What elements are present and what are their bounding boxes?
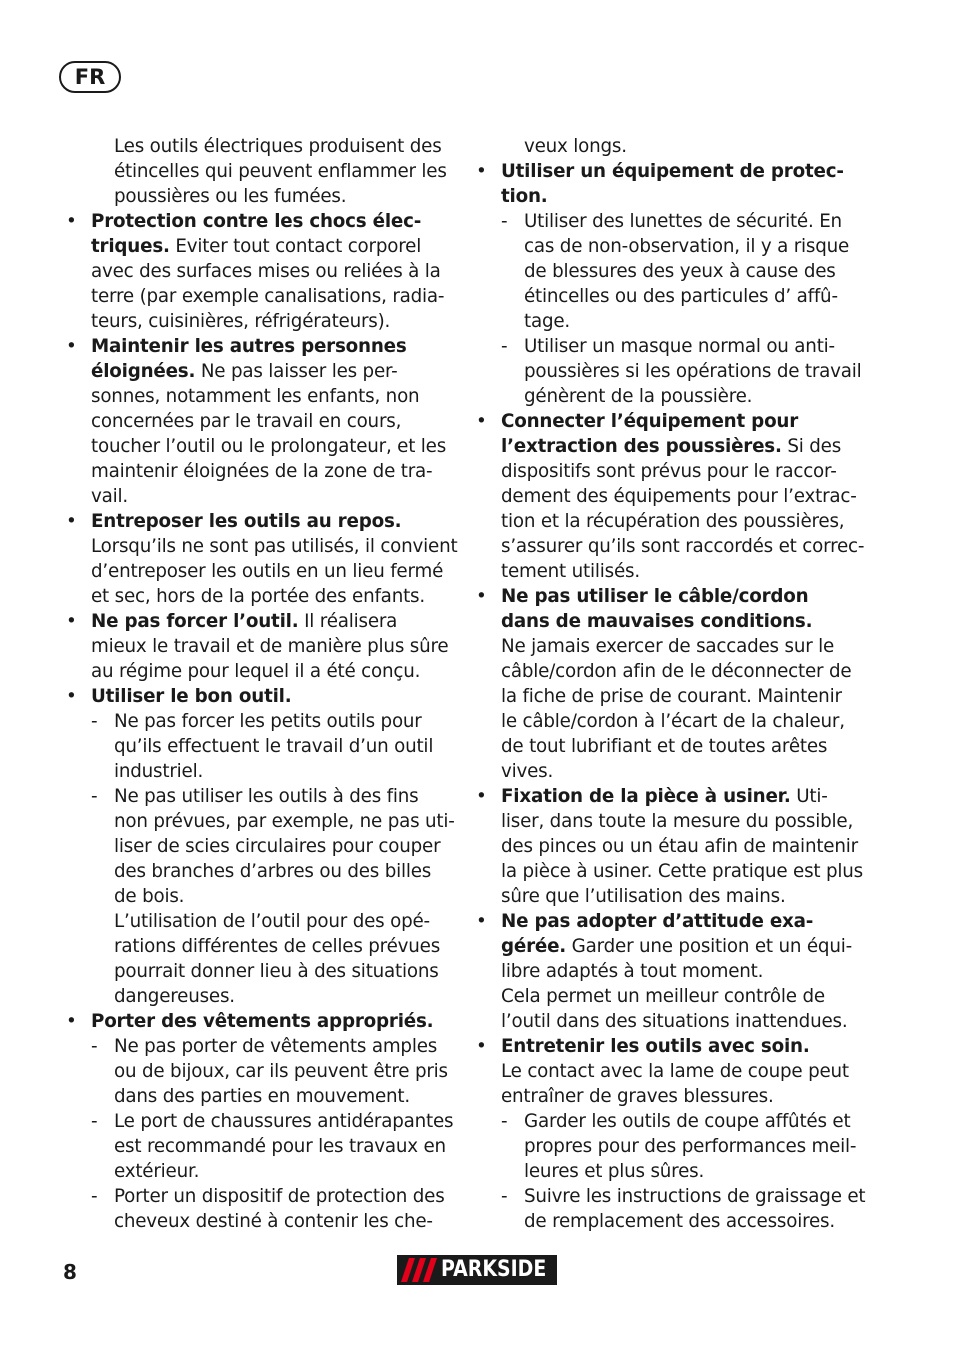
bold-heading: Utiliser un équipement de protec- — [501, 161, 844, 182]
text-line — [66, 759, 454, 784]
text-line — [66, 659, 454, 684]
line-text: maintenir éloignées de la zone de tra- — [91, 461, 433, 482]
line-text: liser de scies circulaires pour couper — [114, 836, 441, 857]
line-text: sûre que l’utilisation des mains. — [501, 886, 786, 907]
line-text: la pièce à usiner. Cette pratique est plus — [501, 861, 863, 882]
text-line — [476, 1134, 866, 1159]
text-line — [476, 134, 866, 159]
line-text: liser, dans toute la mesure du possible, — [501, 811, 854, 832]
dash-line — [476, 1184, 866, 1209]
text-line — [476, 434, 866, 459]
line-text: Il réalisera — [298, 611, 398, 632]
bold-heading: Maintenir les autres personnes — [91, 336, 407, 357]
text-line — [66, 534, 458, 559]
line-text: extérieur. — [114, 1161, 200, 1182]
line-text: est recommandé pour les travaux en — [114, 1136, 446, 1157]
text-line — [476, 759, 866, 784]
line-text: de remplacement des accessoires. — [524, 1211, 835, 1232]
line-text: veux longs. — [524, 136, 627, 157]
line-text: terre (par exemple canalisations, radia- — [91, 286, 445, 307]
line-text: Utiliser un masque normal ou anti- — [524, 336, 835, 357]
text-line — [476, 284, 866, 309]
bullet-line — [66, 609, 454, 634]
text-line — [476, 884, 866, 909]
line-text: rations différentes de celles prévues — [114, 936, 441, 957]
line-text: et sec, hors de la portée des enfants. — [91, 586, 425, 607]
text-line — [66, 1159, 454, 1184]
line-text: étincelles qui peuvent enflammer les — [114, 161, 447, 182]
bold-heading: dans de mauvaises conditions. — [501, 611, 813, 632]
line-text: génèrent de la poussière. — [524, 386, 753, 407]
text-line — [476, 234, 866, 259]
bold-heading: Porter des vêtements appropriés. — [91, 1011, 434, 1032]
text-line — [476, 859, 866, 884]
text-line — [476, 259, 866, 284]
bullet-line — [66, 684, 454, 709]
text-line — [476, 184, 866, 209]
text-line — [66, 134, 454, 159]
text-line — [66, 884, 454, 909]
bold-heading: Ne pas utiliser le câble/cordon — [501, 586, 809, 607]
line-text: cheveux destiné à contenir les che- — [114, 1211, 433, 1232]
bullet-line — [476, 784, 866, 809]
brand-logo — [397, 1255, 557, 1285]
bullet-line — [476, 1034, 866, 1059]
text-line — [66, 159, 454, 184]
text-line — [66, 484, 454, 509]
bold-heading: triques. — [91, 236, 170, 257]
text-line — [66, 959, 454, 984]
text-line — [476, 684, 866, 709]
line-text: Lorsqu’ils ne sont pas utilisés, il convient — [91, 536, 458, 557]
line-text: s’assurer qu’ils sont raccordés et correc- — [501, 536, 865, 557]
line-text: avec des surfaces mises ou reliées à la — [91, 261, 441, 282]
line-text: ou de bijoux, car ils peuvent être pris — [114, 1061, 448, 1082]
line-text: des branches d’arbres ou des billes — [114, 861, 432, 882]
line-text: entraîner de graves blessures. — [501, 1086, 774, 1107]
line-text: Le contact avec la lame de coupe peut — [501, 1061, 849, 1082]
logo-stripes-icon — [401, 1258, 439, 1282]
text-line — [476, 1084, 866, 1109]
bold-heading: tion. — [501, 186, 548, 207]
line-text: tion et la récupération des poussières, — [501, 511, 845, 532]
text-line — [66, 309, 454, 334]
text-line — [66, 809, 454, 834]
bold-heading: Entretenir les outils avec soin. — [501, 1036, 810, 1057]
text-line — [66, 409, 454, 434]
line-text: dangereuses. — [114, 986, 235, 1007]
text-line — [66, 359, 454, 384]
dash-line — [476, 1109, 866, 1134]
line-text: d’entreposer les outils en un lieu fermé — [91, 561, 444, 582]
text-line — [476, 984, 866, 1009]
line-text: de bois. — [114, 886, 185, 907]
line-text: poussières ou les fumées. — [114, 186, 347, 207]
line-text: Suivre les instructions de graissage et — [524, 1186, 866, 1207]
line-text: Utiliser des lunettes de sécurité. En — [524, 211, 842, 232]
line-text: pourrait donner lieu à des situations — [114, 961, 439, 982]
text-line — [66, 259, 454, 284]
dash-line — [66, 1184, 454, 1209]
line-text: qu’ils effectuent le travail d’un outil — [114, 736, 434, 757]
text-line — [66, 1059, 454, 1084]
line-text: L’utilisation de l’outil pour des opé- — [114, 911, 430, 932]
text-line — [476, 1159, 866, 1184]
line-text: mieux le travail et de manière plus sûre — [91, 636, 449, 657]
line-text: Cela permet un meilleur contrôle de — [501, 986, 825, 1007]
bold-heading: l’extraction des poussières. — [501, 436, 782, 457]
line-text: poussières si les opérations de travail — [524, 361, 862, 382]
text-line — [476, 509, 866, 534]
line-text: leures et plus sûres. — [524, 1161, 705, 1182]
bold-heading: Ne pas forcer l’outil. — [91, 611, 299, 632]
text-line — [66, 434, 454, 459]
line-text: Ne pas forcer les petits outils pour — [114, 711, 422, 732]
line-text: Garder une position et un équi- — [566, 936, 852, 957]
text-line — [66, 1209, 454, 1234]
text-line — [476, 734, 866, 759]
line-text: tement utilisés. — [501, 561, 640, 582]
line-text: sonnes, notamment les enfants, non — [91, 386, 420, 407]
line-text: Ne pas utiliser les outils à des fins — [114, 786, 419, 807]
text-line — [66, 284, 454, 309]
text-line — [476, 359, 866, 384]
bullet-line — [476, 159, 866, 184]
dash-line — [66, 784, 454, 809]
line-text: vail. — [91, 486, 128, 507]
text-line — [476, 1009, 866, 1034]
line-text: dans des parties en mouvement. — [114, 1086, 410, 1107]
line-text: dispositifs sont prévus pour le raccor- — [501, 461, 837, 482]
page-number: 8 — [63, 1260, 77, 1284]
text-line — [476, 1209, 866, 1234]
text-line — [476, 809, 866, 834]
line-text: Ne pas porter de vêtements amples — [114, 1036, 438, 1057]
text-line — [66, 734, 454, 759]
text-line — [476, 959, 866, 984]
text-line — [66, 559, 454, 584]
text-line — [476, 634, 866, 659]
line-text: le câble/cordon à l’écart de la chaleur, — [501, 711, 845, 732]
text-line — [476, 834, 866, 859]
dash-line — [66, 1034, 454, 1059]
bullet-line — [476, 409, 866, 434]
line-text: propres pour des performances meil- — [524, 1136, 857, 1157]
line-text: l’outil dans des situations inattendues. — [501, 1011, 848, 1032]
text-line — [66, 459, 454, 484]
bold-heading: Protection contre les chocs élec- — [91, 211, 422, 232]
left-column — [66, 134, 458, 1234]
bullet-line — [66, 509, 454, 534]
line-text: Porter un dispositif de protection des — [114, 1186, 445, 1207]
text-line — [476, 659, 866, 684]
line-text: la fiche de prise de courant. Maintenir — [501, 686, 842, 707]
text-line — [66, 384, 454, 409]
bullet-line — [66, 209, 454, 234]
line-text: étincelles ou des particules d’ affû- — [524, 286, 838, 307]
line-text: tage. — [524, 311, 571, 332]
line-text: cas de non-observation, il y a risque — [524, 236, 850, 257]
text-line — [476, 534, 866, 559]
line-text: de blessures des yeux à cause des — [524, 261, 836, 282]
bullet-line — [66, 1009, 454, 1034]
text-line — [476, 309, 866, 334]
bullet-line — [476, 584, 866, 609]
line-text: non prévues, par exemple, ne pas uti- — [114, 811, 455, 832]
line-text: des pinces ou un étau afin de maintenir — [501, 836, 858, 857]
text-line — [476, 384, 866, 409]
bold-heading: Fixation de la pièce à usiner. — [501, 786, 791, 807]
text-line — [476, 709, 866, 734]
text-line — [476, 934, 866, 959]
text-line — [476, 609, 866, 634]
text-line — [66, 909, 454, 934]
bullet-line — [66, 334, 454, 359]
bold-heading: gérée. — [501, 936, 567, 957]
text-line — [66, 634, 454, 659]
line-text: toucher l’outil ou le prolongateur, et les — [91, 436, 447, 457]
bold-heading: Ne pas adopter d’attitude exa- — [501, 911, 814, 932]
line-text: Ne pas laisser les per- — [195, 361, 398, 382]
text-line — [66, 584, 454, 609]
dash-line — [476, 209, 866, 234]
line-text: Garder les outils de coupe affûtés et — [524, 1111, 851, 1132]
text-line — [476, 559, 866, 584]
line-text: Les outils électriques produisent des — [114, 136, 442, 157]
bold-heading: Entreposer les outils au repos. — [91, 511, 402, 532]
line-text: au régime pour lequel il a été conçu. — [91, 661, 421, 682]
dash-line — [66, 1109, 454, 1134]
text-line — [476, 484, 866, 509]
right-column — [476, 134, 866, 1234]
bold-heading: éloignées. — [91, 361, 196, 382]
text-line — [66, 184, 454, 209]
text-line — [66, 984, 454, 1009]
bullet-line — [476, 909, 866, 934]
line-text: vives. — [501, 761, 554, 782]
line-text: de tout lubrifiant et de toutes arêtes — [501, 736, 828, 757]
bold-heading: Utiliser le bon outil. — [91, 686, 292, 707]
line-text: câble/cordon afin de le déconnecter de — [501, 661, 852, 682]
line-text: Eviter tout contact corporel — [169, 236, 422, 257]
line-text: Uti- — [790, 786, 828, 807]
text-line — [476, 459, 866, 484]
line-text: Le port de chaussures antidérapantes — [114, 1111, 454, 1132]
text-line — [66, 834, 454, 859]
text-line — [476, 1059, 866, 1084]
line-text: Ne jamais exercer de saccades sur le — [501, 636, 835, 657]
text-line — [66, 934, 454, 959]
line-text: concernées par le travail en cours, — [91, 411, 402, 432]
brand-name: PARKSIDE — [441, 1257, 547, 1282]
text-line — [66, 1084, 454, 1109]
bold-heading: Connecter l’équipement pour — [501, 411, 799, 432]
line-text: teurs, cuisinières, réfrigérateurs). — [91, 311, 391, 332]
dash-line — [476, 334, 866, 359]
line-text: dement des équipements pour l’extrac- — [501, 486, 857, 507]
dash-line — [66, 709, 454, 734]
line-text: libre adaptés à tout moment. — [501, 961, 764, 982]
text-line — [66, 1134, 454, 1159]
text-line — [66, 859, 454, 884]
language-badge: FR — [59, 61, 121, 93]
line-text: industriel. — [114, 761, 204, 782]
text-line — [66, 234, 454, 259]
line-text: Si des — [781, 436, 842, 457]
